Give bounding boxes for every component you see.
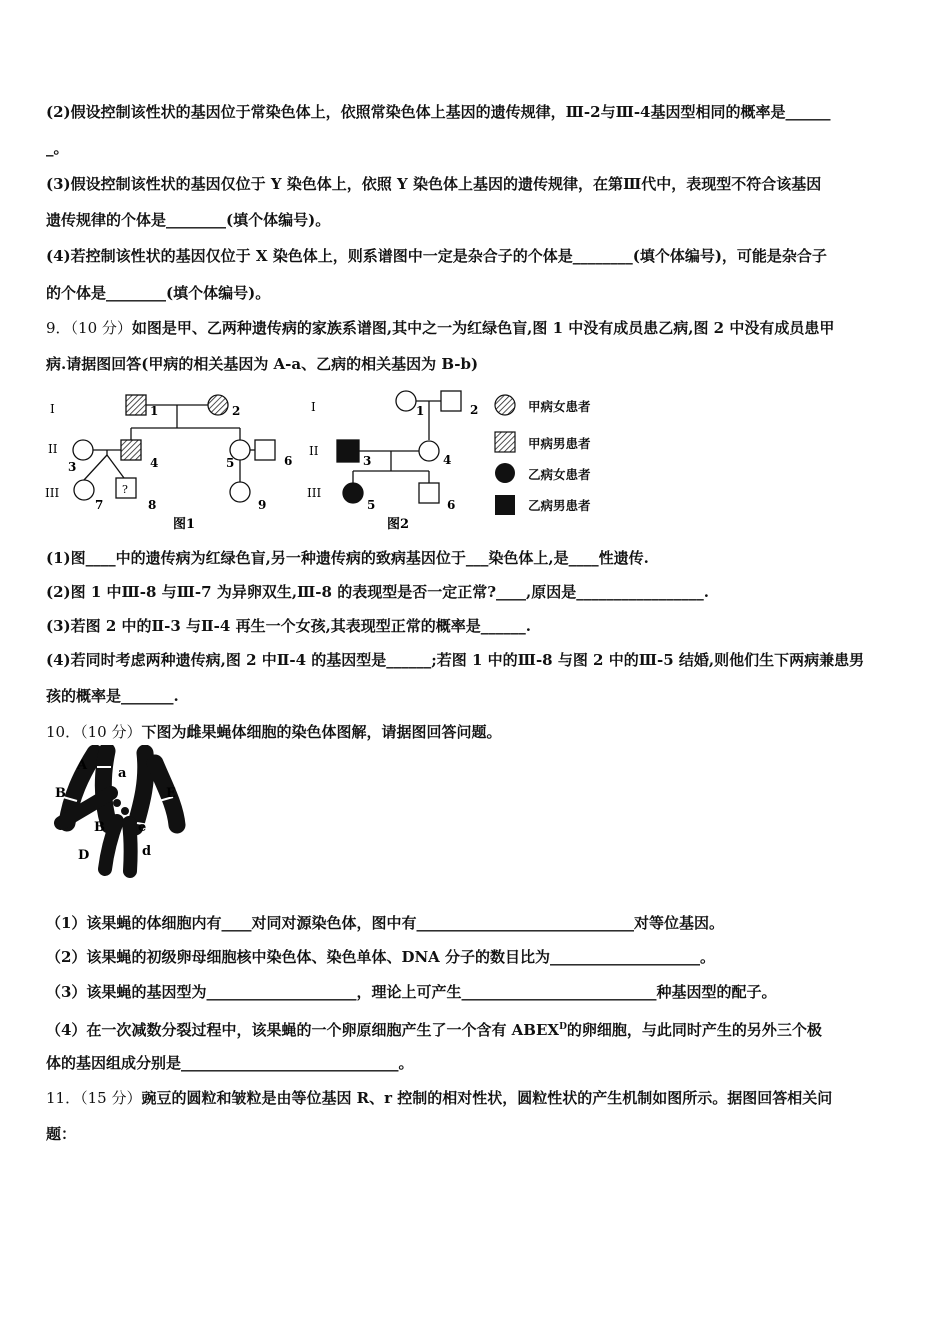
q10-part1: （1）该果蝇的体细胞内有____对同对源染色体，图中有_____________________________对等位基因。: [46, 914, 724, 932]
q8-part4-line2: 的个体是________(填个体编号)。: [46, 284, 271, 302]
fig2-individual-II3: [337, 440, 359, 462]
q9-stem-line1: [46, 318, 834, 338]
chromosome-d-rod: [129, 823, 131, 871]
fig2-individual-III6: [419, 483, 439, 503]
fig1-gen-III: III: [45, 486, 60, 500]
gene-label-B-mid: B: [94, 820, 105, 835]
q11-stem-text: 豌豆的圆粒和皱粒是由等位基因 R、r 控制的相对性状，圆粒性状的产生机制如图所示。据图回答相关问: [141, 1089, 833, 1107]
gene-label-A: A: [77, 758, 88, 773]
fig2-label-1: 1: [416, 404, 425, 418]
fig1-individual-II6: [255, 440, 275, 460]
fig1-gen-I: I: [50, 402, 55, 416]
legend-symbol-a-female: [495, 395, 515, 415]
pedigree-figure-2: [305, 385, 495, 535]
legend-a-female: 甲病女患者: [528, 399, 591, 414]
fig1-gen-II: II: [48, 442, 58, 456]
q9-part2: (2)图 1 中Ⅲ-8 与Ⅲ-7 为异卵双生,Ⅲ-8 的表现型是否一定正常?____,原因是_________________.: [46, 583, 709, 601]
gene-label-a: a: [118, 766, 127, 781]
fig1-individual-III7: [74, 480, 94, 500]
fig1-unknown-mark: ?: [122, 483, 128, 496]
fig1-label-5: 5: [226, 456, 235, 470]
q9-stem-line2: 病.请据图回答(甲病的相关基因为 A-a、乙病的相关基因为 B-b): [46, 355, 479, 373]
q11-number: 11．（15 分）: [46, 1089, 142, 1107]
gene-label-d: d: [142, 844, 152, 859]
q8-part2-line2: _。: [46, 139, 69, 157]
fig2-gen-II: II: [309, 444, 319, 458]
fig1-caption: 图1: [173, 517, 196, 532]
q10-part4-pre: （4）在一次减数分裂过程中，该果蝇的一个卵原细胞产生了一个含有 ABEX: [46, 1021, 560, 1039]
q9-part1: (1)图____中的遗传病为红绿色盲,另一种遗传病的致病基因位于___染色体上,是____性遗传.: [46, 549, 649, 567]
fig2-label-2: 2: [470, 403, 479, 417]
gene-label-D: D: [78, 848, 90, 863]
pedigree-figure-1: [40, 385, 305, 535]
q10-stem-text: 下图为雌果蝇体细胞的染色体图解，请据图回答问题。: [141, 723, 502, 741]
q9-part3: (3)若图 2 中的Ⅱ-3 与Ⅱ-4 再生一个女孩,其表现型正常的概率是______.: [46, 617, 532, 635]
q11-stem-line1: [46, 1088, 832, 1108]
q8-part2-line1: (2)假设控制该性状的基因位于常染色体上，依照常染色体上基因的遗传规律，Ⅲ-2与Ⅲ-4基因型相同的概率是______: [46, 103, 831, 121]
fig1-label-6: 6: [284, 454, 293, 468]
legend-symbol-b-female: [495, 463, 515, 483]
chromosome-e-arm: [135, 753, 146, 827]
gene-label-e: e: [138, 820, 147, 835]
legend-symbol-a-male: [495, 432, 515, 452]
chromosome-dot-2: [121, 807, 129, 815]
q9-number: 9．（10 分）: [46, 319, 132, 337]
q8-part3-line1: (3)假设控制该性状的基因仅位于 Y 染色体上，依照 Y 染色体上基因的遗传规律，在第Ⅲ代中，表现型不符合该基因: [46, 175, 822, 193]
fig1-label-1: 1: [150, 404, 159, 418]
legend-symbol-b-male: [495, 495, 515, 515]
fig2-individual-III5: [343, 483, 363, 503]
pedigree-legend-symbols: [490, 392, 520, 520]
chromosome-dot-1: [113, 799, 121, 807]
q10-number: 10．（10 分）: [46, 723, 142, 741]
fig1-label-8: 8: [148, 498, 157, 512]
q9-stem-text: 如图是甲、乙两种遗传病的家族系谱图,其中之一为红绿色盲,图 1 中没有成员患乙病,图 2 中没有成员患甲: [131, 319, 835, 337]
legend-b-female: 乙病女患者: [528, 467, 591, 482]
gene-label-B-left: B: [55, 786, 66, 801]
q10-part4-line1: [46, 1017, 822, 1040]
fig1-label-3: 3: [68, 460, 77, 474]
fig1-individual-III9: [230, 482, 250, 502]
legend-a-male: 甲病男患者: [528, 436, 591, 451]
q9-part4-line1: (4)若同时考虑两种遗传病,图 2 中Ⅱ-4 的基因型是______;若图 1 中的Ⅲ-8 与图 2 中的Ⅲ-5 结婚,则他们生下两病兼患男: [46, 651, 865, 669]
q9-part4-line2: 孩的概率是_______.: [46, 687, 179, 705]
fig2-gen-I: I: [311, 400, 316, 414]
fig1-individual-II3: [73, 440, 93, 460]
q10-part2: （2）该果蝇的初级卵母细胞核中染色体、染色单体、DNA 分子的数目比为____________________。: [46, 948, 716, 966]
fig2-gen-III: III: [307, 486, 322, 500]
fig2-label-4: 4: [443, 453, 452, 467]
q8-part3-line2: 遗传规律的个体是________(填个体编号)。: [46, 211, 331, 229]
q10-part3: （3）该果蝇的基因型为____________________，理论上可产生__________________________种基因型的配子。: [46, 983, 777, 1001]
q8-part4-line1: (4)若控制该性状的基因仅位于 X 染色体上，则系谱图中一定是杂合子的个体是________(填个体编号)，可能是杂合子: [46, 247, 827, 265]
fig2-individual-II4: [419, 441, 439, 461]
fig2-individual-I2: [441, 391, 461, 411]
q10-part4-line2: 体的基因组成分别是_____________________________。: [46, 1054, 414, 1072]
fig1-individual-II4: [121, 440, 141, 460]
fig2-caption: 图2: [387, 517, 410, 532]
fig1-individual-I1: [126, 395, 146, 415]
chromosome-diagram: [45, 745, 195, 880]
fig1-individual-I2: [208, 395, 228, 415]
fig2-label-5: 5: [367, 498, 376, 512]
q10-part4-post: 的卵细胞，与此同时产生的另外三个极: [566, 1021, 822, 1039]
fig1-label-7: 7: [95, 498, 104, 512]
fig1-label-4: 4: [150, 456, 159, 470]
gene-label-E: E: [166, 786, 176, 801]
fig2-label-6: 6: [447, 498, 456, 512]
q11-stem-line2: 题：: [46, 1125, 77, 1143]
legend-b-male: 乙病男患者: [528, 498, 591, 513]
q10-part4-sup: D: [559, 1022, 567, 1032]
fig1-label-9: 9: [258, 498, 267, 512]
fig1-label-2: 2: [232, 404, 241, 418]
fig2-individual-I1: [396, 391, 416, 411]
fig2-label-3: 3: [363, 454, 372, 468]
q10-stem: [46, 722, 501, 742]
